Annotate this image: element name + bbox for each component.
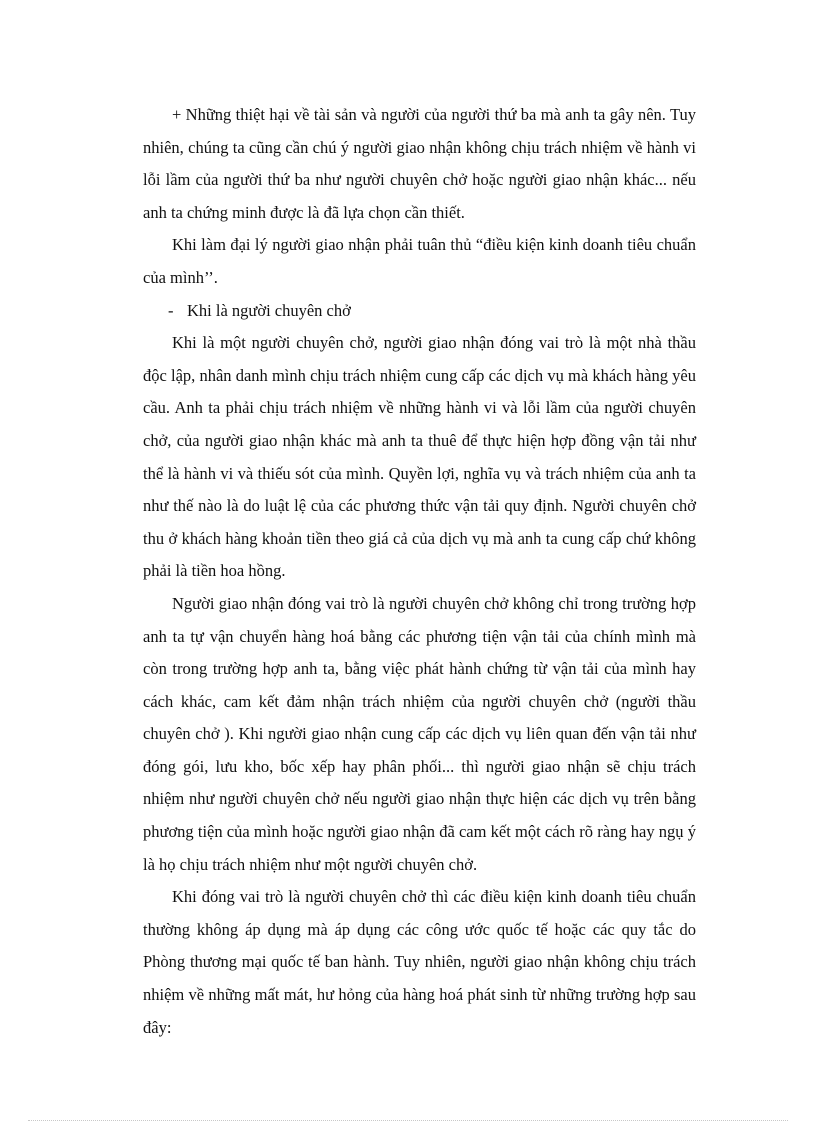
bullet-item-carrier [143,295,696,328]
paragraph-standard-conditions: Khi đóng vai trò là người chuyên chở thì các điều kiện kinh doanh tiêu chuẩn thường không áp dụng mà áp dụng các công ước quốc tế hoặc các quy tắc do Phòng thương mại quốc tế ban hành. Tuy nhiên, người giao nhận không chịu trách nhiệm về những mất mát, hư hỏng của hàng hoá phát sinh từ những trường hợp sau đây: [143,887,696,1037]
bullet-dash: - [168,300,174,320]
bullet-text: Khi là người chuyên chở [187,300,351,320]
document-body [143,99,696,1044]
page-bottom-divider [28,1120,788,1121]
paragraph-agent-conditions: Khi làm đại lý người giao nhận phải tuân thủ “điều kiện kinh doanh tiêu chuẩn của mình’’. [143,235,696,287]
paragraph-third-party-damage: + Những thiệt hại về tài sản và người của người thứ ba mà anh ta gây nên. Tuy nhiên, chúng ta cũng cần chú ý người giao nhận không chịu trách nhiệm về hành vi lỗi lầm của người thứ ba như người chuyên chở hoặc người giao nhận khác... nếu anh ta chứng minh được là đã lựa chọn cần thiết. [143,105,696,222]
paragraph-carrier-role: Khi là một người chuyên chở, người giao nhận đóng vai trò là một nhà thầu độc lập, nhân danh mình chịu trách nhiệm cung cấp các dịch vụ mà khách hàng yêu cầu. Anh ta phải chịu trách nhiệm về những hành vi và lỗi lầm của người chuyên chở, của người giao nhận khác mà anh ta thuê để thực hiện hợp đồng vận tải như thể là hành vi và thiếu sót của mình. Quyền lợi, nghĩa vụ và trách nhiệm của anh ta như thế nào là do luật lệ của các phương thức vận tải quy định. Người chuyên chở thu ở khách hàng khoản tiền theo giá cả của dịch vụ mà anh ta cung cấp chứ không phải là tiền hoa hồng. [143,333,696,581]
paragraph-carrier-cases: Người giao nhận đóng vai trò là người chuyên chở không chỉ trong trường hợp anh ta tự vận chuyển hàng hoá bằng các phương tiện vận tải của chính mình mà còn trong trường hợp anh ta, bằng việc phát hành chứng từ vận tải của mình hay cách khác, cam kết đảm nhận trách nhiệm của người chuyên chở (người thầu chuyên chở ). Khi người giao nhận cung cấp các dịch vụ liên quan đến vận tải như đóng gói, lưu kho, bốc xếp hay phân phối... thì người giao nhận sẽ chịu trách nhiệm như người chuyên chở nếu người giao nhận thực hiện các dịch vụ trên bằng phương tiện của mình hoặc người giao nhận đã cam kết một cách rõ ràng hay ngụ ý là họ chịu trách nhiệm như một người chuyên chở. [143,593,696,874]
